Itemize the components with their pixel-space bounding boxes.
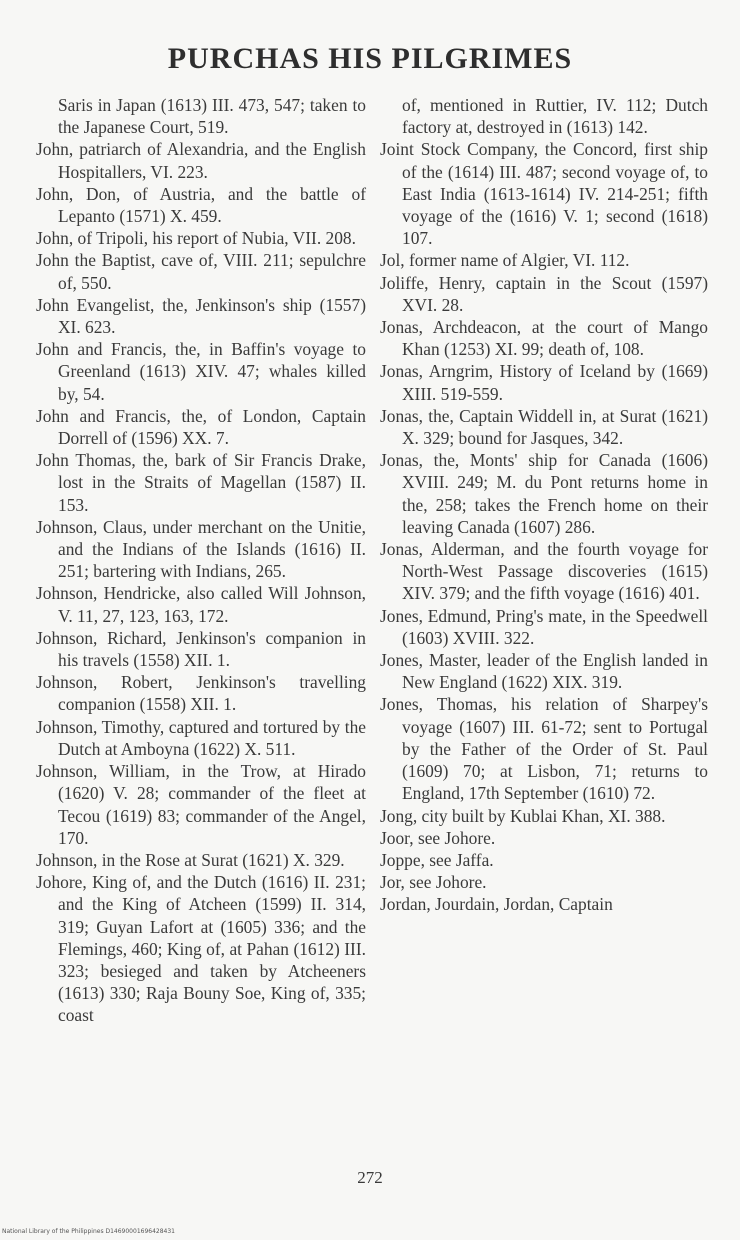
page-number: 272 xyxy=(357,1168,383,1187)
index-entry: John the Baptist, cave of, VIII. 211; sepulchre of, 550. xyxy=(36,250,366,293)
index-entry: Saris in Japan (1613) III. 473, 547; taken to the Japanese Court, 519. xyxy=(58,95,366,138)
index-entry: Jordan, Jourdain, Jordan, Captain xyxy=(380,894,613,915)
index-entry: John Thomas, the, bark of Sir Francis Drake, lost in the Straits of Magellan (1587) II. 153. xyxy=(36,450,366,515)
index-entry: Jones, Edmund, Pring's mate, in the Speedwell (1603) XVIII. 322. xyxy=(380,605,708,648)
index-entry: Jol, former name of Algier, VI. 112. xyxy=(380,250,630,271)
index-entry: Joor, see Johore. xyxy=(380,827,496,848)
index-entry: John and Francis, the, of London, Captain Dorrell of (1596) XX. 7. xyxy=(36,405,366,449)
page-title: PURCHAS HIS PILGRIMES xyxy=(167,42,573,75)
index-entry: Johnson, Hendricke, also called Will Johnson, V. 11, 27, 123, 163, 172. xyxy=(36,583,366,626)
index-entry: John and Francis, the, in Baffin's voyage to Greenland (1613) XIV. 47; whales killed by, 54. xyxy=(36,339,366,404)
index-entry: Joliffe, Henry, captain in the Scout (1597) XVI. 28. xyxy=(380,272,708,315)
index-entry: Jonas, the, Monts' ship for Canada (1606) XVIII. 249; M. du Pont returns home in the, 258; takes the French home on their leaving Canada (1607) 286. xyxy=(380,450,708,537)
index-entry: Johnson, Richard, Jenkinson's companion in his travels (1558) XII. 1. xyxy=(36,627,366,671)
index-entry: of, mentioned in Ruttier, IV. 112; Dutch factory at, destroyed in (1613) 142. xyxy=(402,95,708,138)
library-watermark: National Library of the Philippines D14690001696428431 xyxy=(2,1228,175,1235)
index-entry: John, Don, of Austria, and the battle of Lepanto (1571) X. 459. xyxy=(36,183,366,227)
index-entry: Johnson, Timothy, captured and tortured by the Dutch at Amboyna (1622) X. 511. xyxy=(36,716,366,759)
index-entry: Jonas, Alderman, and the fourth voyage for North-West Passage discoveries (1615) XIV. 379; and the fifth voyage (1616) 401. xyxy=(380,539,708,604)
index-entry: John, of Tripoli, his report of Nubia, VII. 208. xyxy=(36,228,356,249)
index-entry: John, patriarch of Alexandria, and the English Hospitallers, VI. 223. xyxy=(36,139,366,182)
left-column xyxy=(36,94,366,1027)
index-entry: Joppe, see Jaffa. xyxy=(380,849,494,870)
right-column xyxy=(380,94,708,916)
index-entry: John Evangelist, the, Jenkinson's ship (1557) XI. 623. xyxy=(36,294,366,338)
index-entry: Jonas, the, Captain Widdell in, at Surat (1621) X. 329; bound for Jasques, 342. xyxy=(380,405,708,449)
index-entry: Jor, see Johore. xyxy=(380,872,487,893)
index-entry: Johnson, Robert, Jenkinson's travelling companion (1558) XII. 1. xyxy=(36,672,366,715)
index-entry: Johnson, William, in the Trow, at Hirado (1620) V. 28; commander of the fleet at Tecou (1619) 83; commander of the Angel, 170. xyxy=(36,761,366,848)
index-entry: Jonas, Archdeacon, at the court of Mango Khan (1253) XI. 99; death of, 108. xyxy=(380,317,708,360)
index-entry: Johnson, Claus, under merchant on the Unitie, and the Indians of the Islands (1616) II. 251; bartering with Indians, 265. xyxy=(36,516,366,582)
index-entry: Jones, Master, leader of the English landed in New England (1622) XIX. 319. xyxy=(380,650,708,693)
index-entry: Jonas, Arngrim, History of Iceland by (1669) XIII. 519-559. xyxy=(380,361,708,404)
index-entry: Johore, King of, and the Dutch (1616) II. 231; and the King of Atcheen (1599) II. 314, 319; Guyan Lafort at (1605) 336; and the Flemings, 460; King of, at Pahan (1612) III. 323; besieged and taken by Atcheeners (1613) 330; Raja Bouny Soe, King of, 335; coast xyxy=(36,872,366,1026)
index-entry: Johnson, in the Rose at Surat (1621) X. 329. xyxy=(36,849,345,870)
index-entry: Jones, Thomas, his relation of Sharpey's voyage (1607) III. 61-72; sent to Portugal by the Father of the Order of St. Paul (1609) 70; at Lisbon, 71; returns to England, 17th September (1610) 72. xyxy=(380,694,708,804)
index-entry: Joint Stock Company, the Concord, first ship of the (1614) III. 487; second voyage of, to East India (1613-1614) IV. 214-251; fifth voyage of the (1616) V. 1; second (1618) 107. xyxy=(380,139,708,249)
index-entry: Jong, city built by Kublai Khan, XI. 388. xyxy=(380,805,666,826)
